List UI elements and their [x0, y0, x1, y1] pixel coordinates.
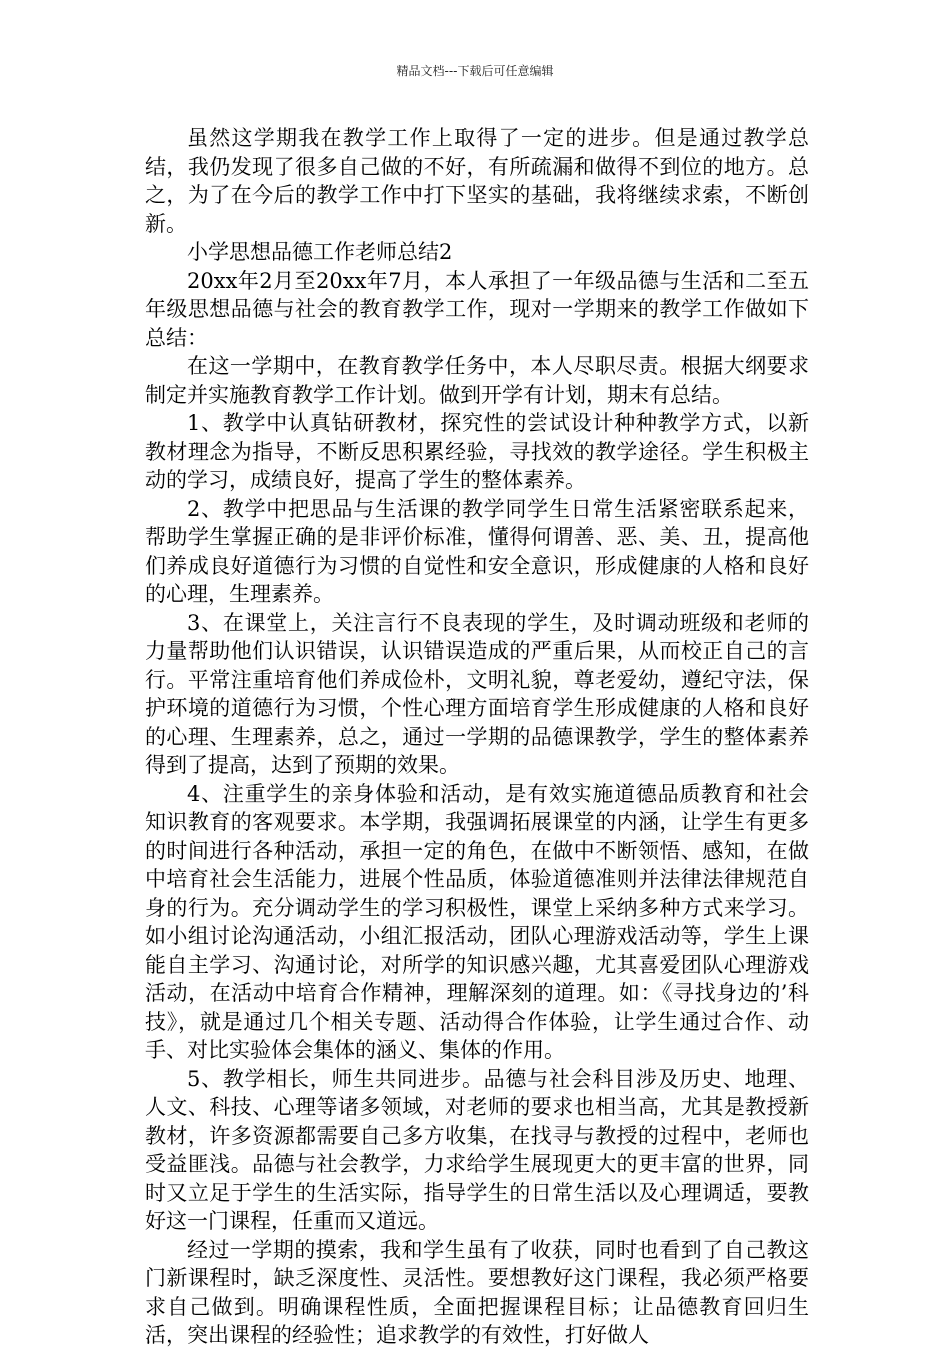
- paragraph-point-2: 2、教学中把思品与生活课的教学同学生日常生活紧密联系起来，帮助学生掌握正确的是非评价标准，懂得何谓善、恶、美、丑，提高他们养成良好道德行为习惯的自觉性和安全意识，形成健康的人格和良好的心理，生理素养。: [145, 496, 809, 606]
- paragraph-overview: 在这一学期中，在教育教学任务中，本人尽职尽责。根据大纲要求制定并实施教育教学工作计划。做到开学有计划，期末有总结。: [145, 354, 809, 407]
- paragraph-period: 20xx年2月至20xx年7月，本人承担了一年级品德与生活和二至五年级思想品德与社会的教育教学工作，现对一学期来的教学工作做如下总结：: [145, 268, 809, 350]
- paragraph-point-1: 1、教学中认真钻研教材，探究性的尝试设计种种教学方式，以新教材理念为指导，不断反思积累经验，寻找效的教学途径。学生积极主动的学习，成绩良好，提高了学生的整体素养。: [145, 411, 809, 492]
- page-header: 精品文档---下载后可任意编辑: [396, 64, 554, 78]
- paragraph-point-4: 4、注重学生的亲身体验和活动，是有效实施道德品质教育和社会知识教育的客观要求。本学期，我强调拓展课堂的内涵，让学生有更多的时间进行各种活动，承担一定的角色，在做中不断领悟、感知，在做中培育社会生活能力，进展个性品质，体验道德准则并法律法律规范自身的行为。充分调动学生的学习积极性，课堂上采纳多种方式来学习。如小组讨论沟通活动，小组汇报活动，团队心理游戏活动等，学生上课能自主学习、沟通讨论，对所学的知识感兴趣，尤其喜爱团队心理游戏活动，在活动中培育合作精神，理解深刻的道理。如：《寻找身边的’科技》，就是通过几个相关专题、活动得合作体验，让学生通过合作、动手、对比实验体会集体的涵义、集体的作用。: [145, 781, 809, 1062]
- section-title: 小学思想品德工作老师总结2: [187, 240, 453, 264]
- paragraph-point-5: 5、教学相长，师生共同进步。品德与社会科目涉及历史、地理、人文、科技、心理等诸多领域，对老师的要求也相当高，尤其是教授新教材，许多资源都需要自己多方收集，在找寻与教授的过程中，老师也受益匪浅。品德与社会教学，力求给学生展现更大的更丰富的世界，同时又立足于学生的生活实际，指导学生的日常生活以及心理调适，要教好这一门课程，任重而又道远。: [145, 1066, 809, 1233]
- paragraph-intro: 虽然这学期我在教学工作上取得了一定的进步。但是通过教学总结，我仍发现了很多自己做的不好，有所疏漏和做得不到位的地方。总之，为了在今后的教学工作中打下坚实的基础，我将继续求索，不断创新。: [145, 126, 809, 236]
- document-body: [145, 124, 809, 1350]
- paragraph-conclusion: 经过一学期的摸索，我和学生虽有了收获，同时也看到了自己教这门新课程时，缺乏深度性、灵活性。要想教好这门课程，我必须严格要求自己做到。明确课程性质，全面把握课程目标；让品德教育回归生活，突出课程的经验性；追求教学的有效性，打好做人: [145, 1237, 809, 1347]
- paragraph-point-3: 3、在课堂上，关注言行不良表现的学生，及时调动班级和老师的力量帮助他们认识错误，认识错误造成的严重后果，从而校正自己的言行。平常注重培育他们养成俭朴，文明礼貌，尊老爱幼，遵纪守法，保护环境的道德行为习惯，个性心理方面培育学生形成健康的人格和良好的心理、生理素养，总之，通过一学期的品德课教学，学生的整体素养得到了提高，达到了预期的效果。: [145, 610, 809, 777]
